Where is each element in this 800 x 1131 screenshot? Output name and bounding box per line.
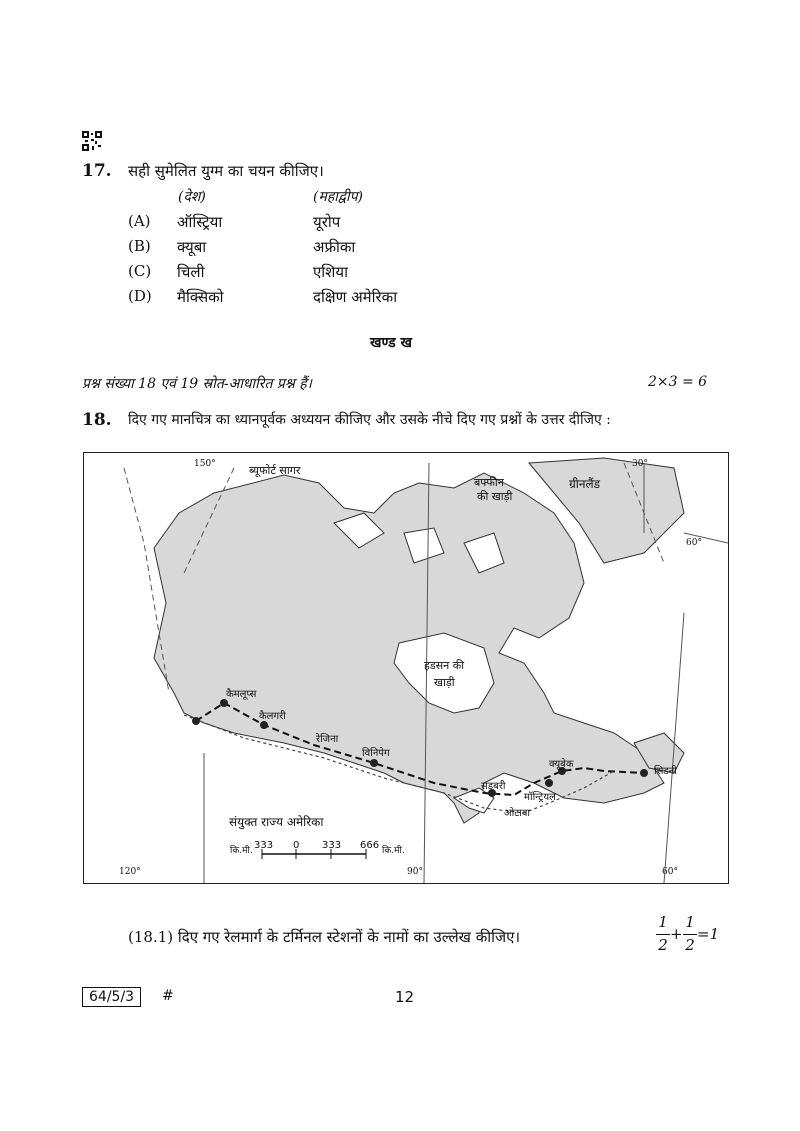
station-montreal <box>545 779 553 787</box>
label-quebec: क्यूबेक <box>549 759 574 770</box>
scale-v1: 333 <box>254 840 274 851</box>
label-usa: संयुक्त राज्य अमेरिका <box>229 815 324 829</box>
q17-option-a-letter: (A) <box>128 212 151 230</box>
footer-hash: # <box>162 988 174 1004</box>
station-calgary <box>260 721 268 729</box>
marks-frac-1-num: 1 <box>658 913 668 931</box>
scale-v2: 0 <box>293 840 300 851</box>
label-winnipeg: विनिपेग <box>362 748 390 759</box>
q17-option-a-country: ऑस्ट्रिया <box>177 213 223 231</box>
section-title: खण्ड ख <box>370 335 412 351</box>
q17-option-a-continent: यूरोप <box>313 213 341 231</box>
q17-question: सही सुमेलित युग्म का चयन कीजिए। <box>128 162 324 180</box>
label-beaufort-sea: ब्यूफोर्ट सागर <box>249 464 301 477</box>
label-calgary: कैलगरी <box>259 711 286 722</box>
deg-150: 150° <box>194 459 216 469</box>
marks-frac-2-num: 1 <box>685 913 695 931</box>
footer-page-number: 12 <box>395 988 415 1006</box>
q18-number: 18. <box>82 410 112 430</box>
marks-result: =1 <box>697 925 720 943</box>
marks-plus: + <box>670 925 683 943</box>
label-greenland: ग्रीनलैंड <box>569 477 601 491</box>
label-montreal: मॉन्ट्रियल <box>524 792 556 803</box>
label-kamloops: कैमलूप्स <box>226 689 257 700</box>
station-terminal-west <box>192 717 200 725</box>
label-hudson-bay-1: हडसन की <box>424 659 465 672</box>
scale-v4: 666 <box>360 840 380 851</box>
label-baffin-bay-2: की खाड़ी <box>477 490 513 503</box>
label-ottawa: ओटावा <box>504 808 531 819</box>
marks-frac-1-bar <box>656 934 670 935</box>
marks-frac-2-den: 2 <box>685 936 695 954</box>
scale-unit-left: कि.मी. <box>230 846 253 856</box>
q18-1-question: (18.1) दिए गए रेलमार्ग के टर्मिनल स्टेशनों के नामों का उल्लेख कीजिए। <box>128 928 521 946</box>
deg-120: 120° <box>119 867 141 877</box>
station-kamloops <box>220 699 228 707</box>
label-sydney: सिडनी <box>654 766 677 777</box>
deg-30: 30° <box>632 459 648 469</box>
q17-col-head-continent: (महाद्वीप) <box>313 189 363 205</box>
scale-v3: 333 <box>322 840 342 851</box>
marks-frac-2-bar <box>683 934 697 935</box>
marks-frac-1-den: 2 <box>658 936 668 954</box>
q17-option-d-continent: दक्षिण अमेरिका <box>313 288 398 306</box>
deg-60: 60° <box>686 538 702 548</box>
q17-option-c-country: चिली <box>177 263 205 281</box>
q17-col-head-country: (देश) <box>178 189 206 205</box>
label-hudson-bay-2: खाड़ी <box>434 676 455 689</box>
q17-option-b-letter: (B) <box>128 237 151 255</box>
deg-60b: 60° <box>662 867 678 877</box>
station-winnipeg <box>370 759 378 767</box>
station-sydney <box>640 769 648 777</box>
scale-unit-right: कि.मी. <box>382 846 405 856</box>
q17-option-c-letter: (C) <box>128 262 152 280</box>
q17-option-b-country: क्यूबा <box>177 238 207 256</box>
q18-question: दिए गए मानचित्र का ध्यानपूर्वक अध्ययन कीजिए और उसके नीचे दिए गए प्रश्नों के उत्तर दीजिए : <box>128 412 611 428</box>
q17-number: 17. <box>82 161 112 181</box>
section-marks: 2×3 = 6 <box>648 374 708 390</box>
q17-option-d-country: मैक्सिको <box>177 288 224 306</box>
label-regina: रेजिना <box>316 734 339 745</box>
q17-option-b-continent: अफ्रीका <box>313 238 356 256</box>
label-baffin-bay-1: बफ्फीन <box>474 476 504 489</box>
deg-90: 90° <box>407 867 423 877</box>
canada-map <box>83 452 729 884</box>
footer-code: 64/5/3 <box>82 987 141 1007</box>
qr-code-icon <box>82 131 102 151</box>
section-instruction: प्रश्न संख्या 18 एवं 19 स्रोत-आधारित प्रश्न हैं। <box>82 376 312 392</box>
q17-option-d-letter: (D) <box>128 287 152 305</box>
q17-option-c-continent: एशिया <box>313 263 348 281</box>
label-sudbury: सडबरी <box>481 781 506 792</box>
